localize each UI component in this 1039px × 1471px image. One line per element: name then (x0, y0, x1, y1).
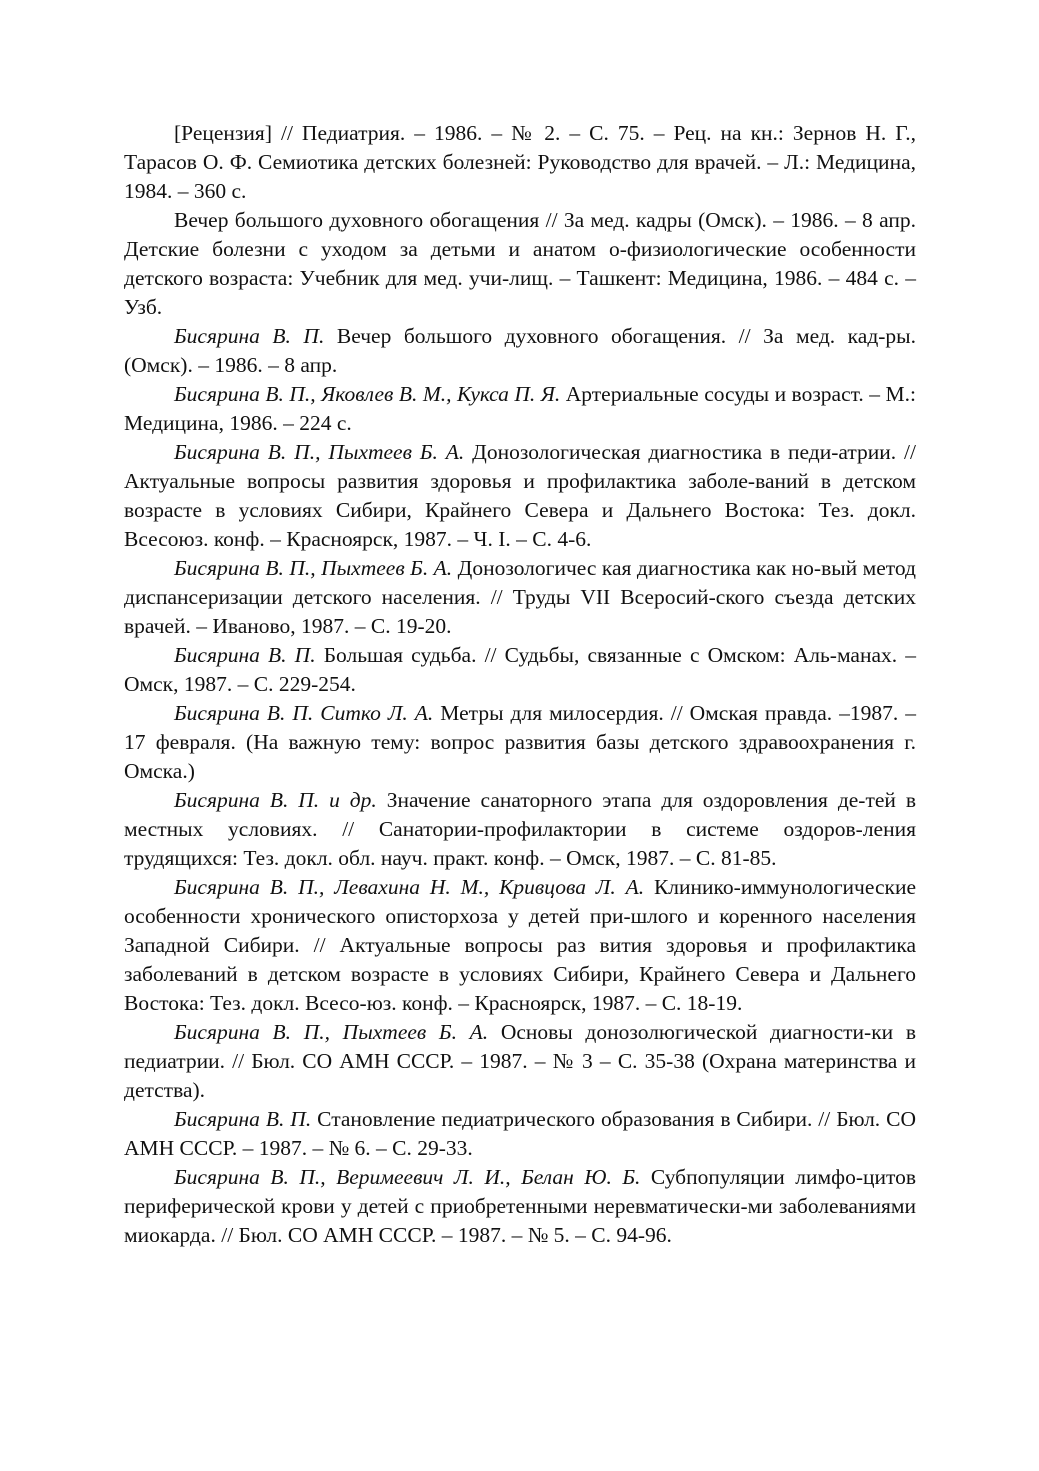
entry-author: Бисярина В. П., Веримеевич Л. И., Белан Ю. Б. (174, 1165, 641, 1189)
entry-text: Метры для милосердия. // Омская правда. –1987. – 17 февраля. (На важную тему: вопрос развития базы детского здравоохранения г. Омска.) (124, 701, 917, 783)
bibliography-entry (124, 1105, 916, 1163)
bibliography-entry (124, 873, 916, 1018)
entry-text: Клинико-иммунологические особенности хронического описторхоза у детей при-шлого и коренного населения Западной Сибири. // Актуальные вопросы раз вития здоровья и профилактика заболеваний в детском возрасте в условиях Сибири, Крайнего Севера и Дальнего Востока: Тез. докл. Всесо-юз. конф. – Красноярск, 1987. – С. 18-19. (124, 875, 916, 1015)
entry-author: Бисярина В. П. (174, 324, 325, 348)
entry-author: Бисярина В. П., Левахина Н. М., Кривцова Л. А. (174, 875, 645, 899)
entry-text: Артериальные сосуды и возраст. – М.: Медицина, 1986. – 224 с. (124, 382, 916, 435)
bibliography-page (124, 119, 916, 1250)
entry-author: Бисярина В. П., Яковлев В. М., Кукса П. Я. (174, 382, 561, 406)
bibliography-entry (124, 119, 916, 206)
bibliography-entry (124, 1163, 916, 1250)
entry-author: Бисярина В. П. и др. (174, 788, 377, 812)
bibliography-entry (124, 554, 916, 641)
entry-text: Донозологичес кая диагностика как но-вый метод диспансеризации детского населения. // Труды VII Всеросий-ского съезда детских врачей. – Иваново, 1987. – С. 19-20. (124, 556, 916, 638)
entry-text: Субпопуляции лимфо-цитов периферической крови у детей с приобретенными неревматически-ми заболеваниями миокарда. // Бюл. СО АМН СССР. – 1987. – № 5. – С. 94-96. (124, 1165, 917, 1247)
entry-author: Бисярина В. П., Пыхтеев Б. А. (174, 1020, 489, 1044)
bibliography-entry (124, 1018, 916, 1105)
entry-text: Значение санаторного этапа для оздоровления де-тей в местных условиях. // Санатории-профилактории в системе оздоров-ления трудящихся: Тез. докл. обл. науч. практ. конф. – Омск, 1987. – С. 81-85. (124, 788, 916, 870)
bibliography-entry (124, 206, 916, 322)
entry-text: Донозологическая диагностика в педи-атрии. // Актуальные вопросы развития здоровья и профилактика заболе-ваний в детском возрасте в условиях Сибири, Крайнего Севера и Дальнего Востока: Тез. докл. Всесоюз. конф. – Красноярск, 1987. – Ч. I. – С. 4-6. (124, 440, 916, 551)
entry-text: Основы донозолюгической диагности-ки в педиатрии. // Бюл. СО АМН СССР. – 1987. – № 3 – С. 35-38 (Охрана материнства и детства). (124, 1020, 916, 1102)
entry-author: Бисярина В. П. Ситко Л. А. (174, 701, 434, 725)
entry-author: Бисярина В. П., Пыхтеев Б. А. (174, 440, 465, 464)
entry-author: Бисярина В. П., Пыхтеев Б. А. (174, 556, 453, 580)
entry-text: Вечер большого духовного обогащения. // За мед. кад-ры. (Омск). – 1986. – 8 апр. (124, 324, 916, 377)
entry-author: Бисярина В. П. (174, 1107, 312, 1131)
entry-text: [Рецензия] // Педиатрия. – 1986. – № 2. – С. 75. – Рец. на кн.: Зернов Н. Г., Тарасов О. Ф. Семиотика детских болезней: Руководство для врачей. – Л.: Медицина, 1984. – 360 с. (124, 121, 916, 203)
entry-text: Большая судьба. // Судьбы, связанные с Омском: Аль-манах. – Омск, 1987. – С. 229-254. (124, 643, 917, 696)
bibliography-entry (124, 380, 916, 438)
bibliography-entry (124, 786, 916, 873)
bibliography-entry (124, 438, 916, 554)
bibliography-entry (124, 322, 916, 380)
bibliography-entry (124, 641, 916, 699)
entry-text: Вечер большого духовного обогащения // За мед. кадры (Омск). – 1986. – 8 апр. Детские болезни с уходом за детьми и анатом о-физиологические особенности детского возраста: Учебник для мед. учи-лищ. – Ташкент: Медицина, 1986. – 484 с. – Узб. (124, 208, 916, 319)
entry-text: Становление педиатрического образования в Сибири. // Бюл. СО АМН СССР. – 1987. – № 6. – С. 29-33. (124, 1107, 916, 1160)
bibliography-entry (124, 699, 916, 786)
entry-author: Бисярина В. П. (174, 643, 316, 667)
